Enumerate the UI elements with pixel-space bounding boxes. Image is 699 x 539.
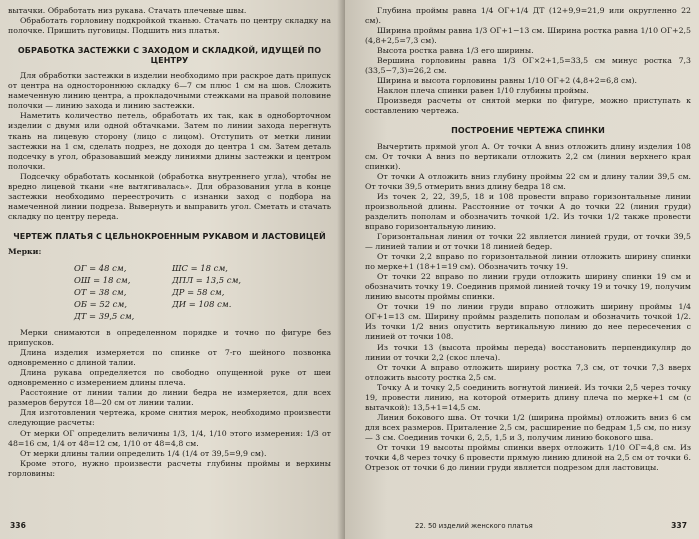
paragraph: От точки 2,2 вправо по горизонтальной линии отложить ширину спинки по мерке+1 (18+1=19 см). Обозначить точку 19. xyxy=(365,252,691,272)
page-number-left: 336 xyxy=(10,520,26,530)
right-page xyxy=(345,0,699,539)
paragraph: Вершина горловины равна 1/3 ОГ×2+1,5=33,5 см минус ростка 7,3 (33,5−7,3)=26,2 см. xyxy=(365,56,691,76)
paragraph: Наклон плеча спинки равен 1/10 глубины проймы. xyxy=(377,86,589,96)
paragraph: Линия бокового шва. От точки 1/2 (ширина проймы) отложить вниз 6 см для всех размеров. Приталение 2,5 см, расширение по бедрам 1,5 см, по низу — 3 см. Соединив точки 6, 2,5, 1,5 и 3, получим линию бокового шва. xyxy=(365,412,691,442)
paragraph: Длина рукава определяется по свободно опущенной руке от шеи одновременно с измерением длины плеча. xyxy=(8,368,331,388)
paragraph: Ширина проймы равна 1/3 ОГ+1−13 см. Ширина ростка равна 1/10 ОГ+2,5 (4,8+2,5=7,3 см). xyxy=(365,26,691,46)
left-top-text xyxy=(8,6,331,36)
paragraph: Точку А и точку 2,5 соединить вогнутой линией. Из точки 2,5 через точку 19, провести линию, на которой отмерить длину плеча по мерке+1 см (с вытачкой): 13,5+1=14,5 см. xyxy=(365,382,691,412)
measure-item: ДТ = 39,5 см, xyxy=(74,311,135,322)
paragraph: От мерки ОГ определить величины 1/3, 1/4, 1/10 этого измерения: 1/3 от 48=16 см, 1/4 от 48=12 см, 1/10 от 48=4,8 см. xyxy=(8,428,331,448)
paragraph: Горизонтальная линия от точки 22 является линией груди, от точки 39,5 — линией талии и от точки 18 линией бедер. xyxy=(365,231,691,252)
measures-table xyxy=(74,263,331,322)
paragraph: От точки А отложить вниз глубину проймы 22 см и длину талии 39,5 см. От точки 39,5 отмерить вниз длину бедра 18 см. xyxy=(365,171,691,191)
paragraph: От точки 19 высоты проймы спинки вверх отложить 1/10 ОГ=4,8 см. Из точки 4,8 через точку 6 провести прямую линию длиной на 2,5 см от точки 6. Отрезок от точки 6 до линии груди является подрезом для ластовицы. xyxy=(365,442,691,473)
paragraph: Наметить количество петель, обработать их так, как в одноборточном изделии с двумя или одной обтачками. Затем по линии захода перегнуть ткань на лицевую сторону (лицо с лицом). Отступить от метки линии застежки на 1 см, сделать подрез, не доходя до центра 1 см. Затем деталь подсечку в угол, образовавший между линиями длины застежки и центром полочки. xyxy=(8,111,331,171)
section-title-fastener: ОБРАБОТКА ЗАСТЕЖКИ С ЗАХОДОМ И СКЛАДКОЙ, ИДУЩЕЙ ПО ЦЕНТРУ xyxy=(17,46,322,66)
measure-item: ДР = 58 см, xyxy=(172,287,225,298)
paragraph: Длина изделия измеряется по спинке от 7-го шейного позвонка одновременно с длиной талии. xyxy=(8,348,331,368)
paragraph: Расстояние от линии талии до линии бедра не измеряется, для всех размеров берутся 18—20 см от линии талии. xyxy=(8,388,331,408)
paragraph: Для обработки застежки в изделии необходимо при раскрое дать припуск от центра на одностороннюю складку 6—7 см плюс 1 см на шов. Сложить намеченную линию центра, а прокладочными стежками на правой половине полочки — линию захода и линию застежки. xyxy=(8,71,331,111)
measure-item: ОШ = 18 см, xyxy=(74,275,131,286)
page-footer-caption: 22. 50 изделий женского платья xyxy=(415,521,533,530)
paragraph: Из точек 2, 22, 39,5, 18 и 108 провести вправо горизонтальные линии произвольной длины. Расстояние от точки А до точки 22 (линия груди) разделить пополам и обозначить точкой 1/2. Из точки 1/2 также провести вправо горизонтальную линию. xyxy=(365,191,691,231)
paragraph: Из точки 13 (высота проймы переда) восстановить перпендикуляр до линии от точки 2,2 (скос плеча). xyxy=(365,342,691,362)
section-title-dress-draft: ЧЕРТЕЖ ПЛАТЬЯ С ЦЕЛЬНОКРОЕННЫМ РУКАВОМ И ЛАСТОВИЦЕЙ xyxy=(13,231,326,241)
paragraph: Произведя расчеты от снятой мерки по фигуре, можно приступать к составлению чертежа. xyxy=(365,96,691,116)
page-number-right: 337 xyxy=(671,520,687,530)
paragraph: Высота ростка равна 1/3 его ширины. xyxy=(377,46,534,56)
paragraph: От точки 19 по линии груди вправо отложить ширину проймы 1/4 ОГ+1=13 см. Ширину проймы разделить пополам и обозначить точкой 1/2. Из точки 1/2 вниз опустить вертикальную линию до нее пересечения с линией от точки 108. xyxy=(365,302,691,342)
measure-item: ДИ = 108 см. xyxy=(172,299,232,310)
measure-item: ШС = 18 см, xyxy=(172,263,228,274)
paragraph: вытачки. Обработать низ рукава. Стачать плечевые швы. xyxy=(8,6,247,15)
measure-item: ОБ = 52 см, xyxy=(74,299,127,310)
measure-item: ДПЛ = 13,5 см, xyxy=(172,275,242,286)
left-page xyxy=(0,0,345,539)
paragraph: Для изготовления чертежа, кроме снятия мерок, необходимо произвести следующие расчеты: xyxy=(8,408,331,428)
paragraph: Обработать горловину подкройкой тканью. Стачать по центру складку на полочке. Пришить пуговицы. Подшить низ платья. xyxy=(8,16,331,36)
paragraph: От точки 22 вправо по линии груди отложить ширину спинки 19 см и обозначить точку 19. Соединив прямой линией точку 19 и точку 19, получим линию высоты проймы спинки. xyxy=(365,272,691,302)
paragraph: Вычертить прямой угол А. От точки А вниз отложить длину изделия 108 см. От точки А вниз по вертикали отложить 2,2 см (линия верхнего края спинки). xyxy=(365,141,691,171)
paragraph: Глубина проймы равна 1/4 ОГ+1/4 ДТ (12+9,9=21,9 или округленно 22 см). xyxy=(365,6,691,26)
paragraph: Ширина и высота горловины равны 1/10 ОГ+2 (4,8+2=6,8 см). xyxy=(377,76,637,86)
right-top-text xyxy=(365,6,691,117)
paragraph: От мерки длины талии определить 1/4 (1/4 от 39,5=9,9 см). xyxy=(20,448,267,458)
section-title-back-draft: ПОСТРОЕНИЕ ЧЕРТЕЖА СПИНКИ xyxy=(451,125,605,135)
dress-draft-instructions xyxy=(8,328,331,479)
fastener-instructions xyxy=(8,71,331,222)
paragraph: Кроме этого, нужно произвести расчеты глубины проймы и верхины горловины: xyxy=(8,458,331,478)
paragraph: От точки А вправо отложить ширину ростка 7,3 см, от точки 7,3 вверх отложить высоту ростка 2,5 см. xyxy=(365,362,691,382)
paragraph: Мерки снимаются в определенном порядке и точно по фигуре без припусков. xyxy=(8,328,331,348)
measure-item xyxy=(172,311,290,322)
back-draft-instructions xyxy=(365,142,691,474)
paragraph: Подсечку обработать косынкой (обработка внутреннего угла), чтобы не вредно лицевой ткани «не вытягивалась». Для образования угла в конце застежки необходимо переестрочить с изнанки заход с подбора на намеченной линии подреза. Вывернуть и выправить угол. Сметать и стачать складку по центру переда. xyxy=(8,171,331,221)
measure-item: ОГ = 48 см, xyxy=(74,263,127,274)
measure-item: ОТ = 38 см, xyxy=(74,287,127,298)
measures-label: Мерки: xyxy=(8,246,42,256)
